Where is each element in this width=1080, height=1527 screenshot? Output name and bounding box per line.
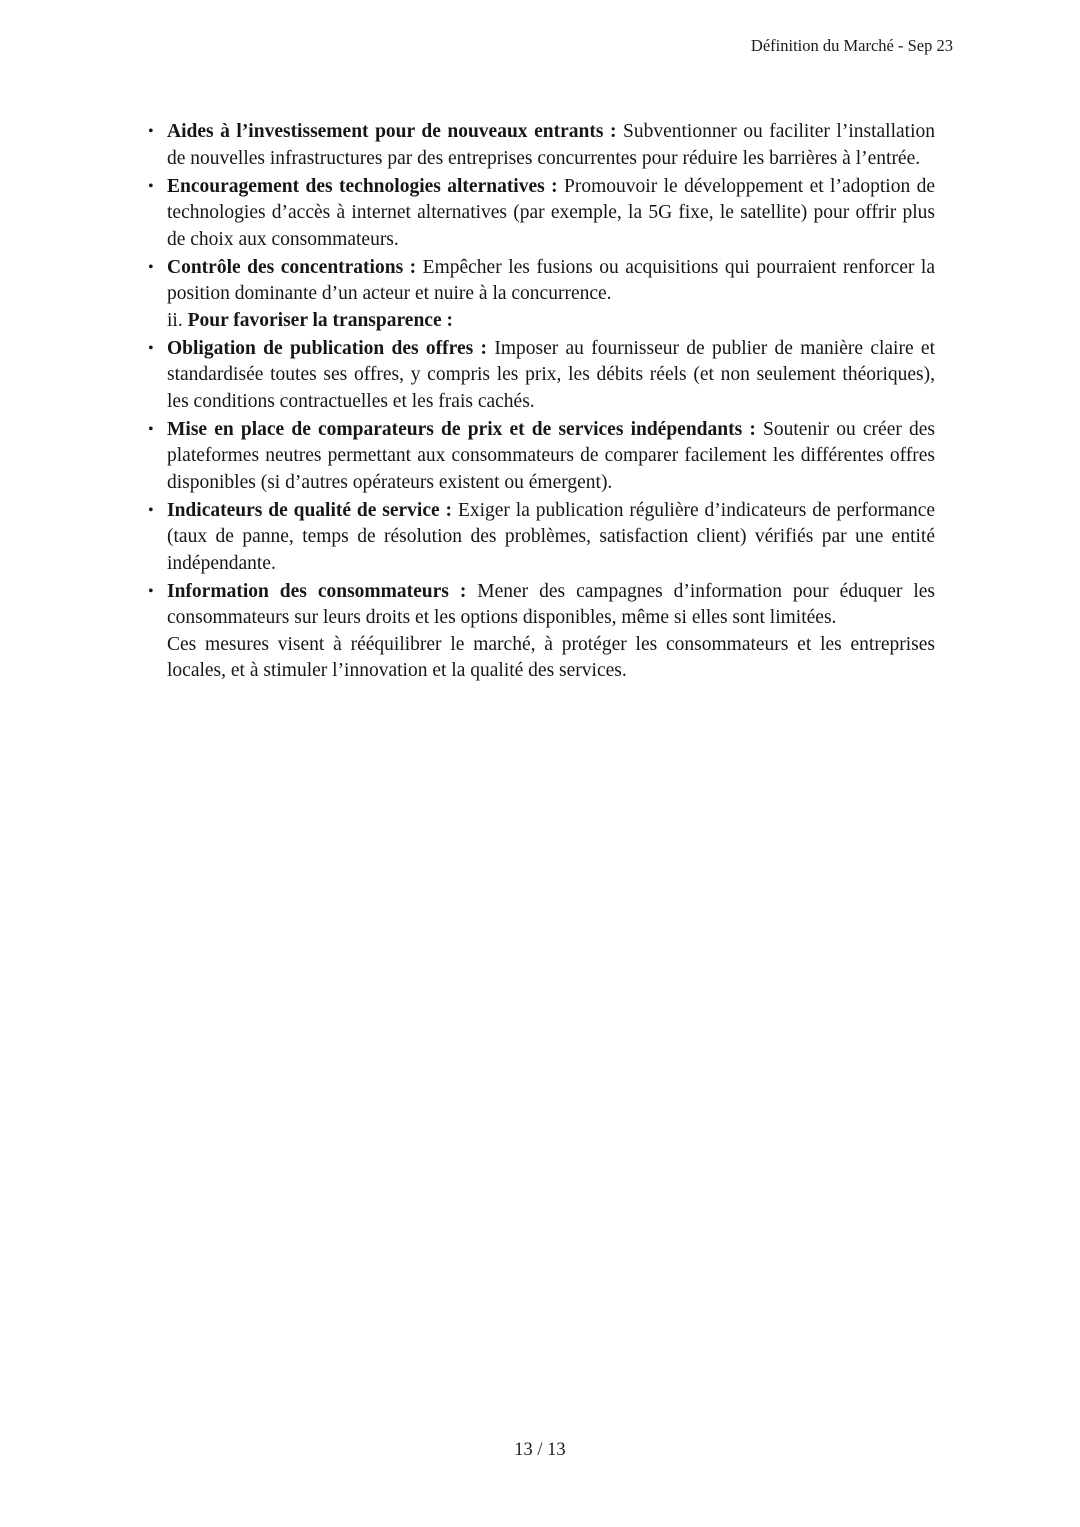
bullet-marker: • (148, 123, 154, 140)
sub-heading-prefix: ii. (167, 309, 188, 331)
list-item-lead: Indicateurs de qualité de service : (167, 499, 453, 521)
bullet-list (148, 119, 935, 686)
list-item-paragraph (167, 498, 935, 578)
list-item-lead: Information des consommateurs : (167, 580, 467, 602)
list-item-lead: Contrôle des concentrations : (167, 256, 417, 278)
list-item-lead: Aides à l’investissement pour de nouveaux entrants : (167, 121, 617, 142)
list-item (148, 336, 935, 416)
list-item-body: Promouvoir le développement et l’adoption de technologies d’accès à internet alternatives (par exemple, la 5G fixe, le satellite) pour offrir plus de choix aux consommateurs. (167, 175, 936, 250)
bullet-marker: • (148, 420, 154, 438)
list-item (148, 255, 935, 335)
list-item-body: Soutenir ou créer des plateformes neutres permettant aux consommateurs de comparer facilement les différentes offres disponibles (si d’autres opérateurs existent ou émergent). (167, 418, 935, 493)
sub-heading-text: Pour favoriser la transparence : (187, 309, 453, 331)
list-item-paragraph (167, 174, 935, 254)
header-title: Définition du Marché - Sep 23 (750, 36, 953, 55)
bullet-marker: • (148, 339, 154, 357)
list-item (148, 579, 935, 685)
list-item-lead: Mise en place de comparateurs de prix et de services indépendants : (167, 418, 756, 440)
list-item-paragraph (167, 255, 935, 308)
list-item-body: Subventionner ou faciliter l’installation de nouvelles infrastructures par des entreprises concurrentes pour réduire les barrières à l’entrée. (167, 121, 935, 169)
bullet-marker: • (148, 177, 154, 195)
list-item (148, 174, 935, 254)
list-item-body: Empêcher les fusions ou acquisitions qui pourraient renforcer la position dominante d’un acteur et nuire à la concurrence. (167, 256, 935, 304)
bullet-marker: • (148, 501, 154, 519)
list-item-paragraph (167, 336, 935, 416)
list-item (148, 417, 935, 497)
list-item (148, 498, 935, 578)
bullet-marker: • (148, 582, 154, 600)
list-item-body: Exiger la publication régulière d’indicateurs de performance (taux de panne, temps de résolution des problèmes, satisfaction client) vérifiés par une entité indépendante. (167, 499, 936, 574)
list-item-paragraph (167, 119, 935, 172)
list-item-body: Imposer au fournisseur de publier de manière claire et standardisée toutes ses offres, y compris les prix, les débits réels (et non seulement théoriques), les conditions contractuelles et les frais cachés. (167, 337, 935, 412)
sub-heading-line (167, 308, 935, 335)
list-item (148, 119, 935, 172)
bullet-marker: • (148, 258, 154, 276)
closing-paragraph: Ces mesures visent à rééquilibrer le marché, à protéger les consommateurs et les entreprises locales, et à stimuler l’innovation et la qualité des services. (167, 633, 935, 681)
page-number: 13 / 13 (514, 1440, 566, 1460)
page-header (0, 36, 953, 56)
list-item-paragraph (167, 579, 935, 632)
page-footer (0, 1438, 1080, 1462)
list-item-body: Mener des campagnes d’information pour éduquer les consommateurs sur leurs droits et les options disponibles, même si elles sont limitées. (167, 580, 935, 628)
list-item-paragraph (167, 417, 935, 497)
list-item-lead: Obligation de publication des offres : (167, 337, 488, 359)
list-item-lead: Encouragement des technologies alternatives : (167, 175, 558, 197)
